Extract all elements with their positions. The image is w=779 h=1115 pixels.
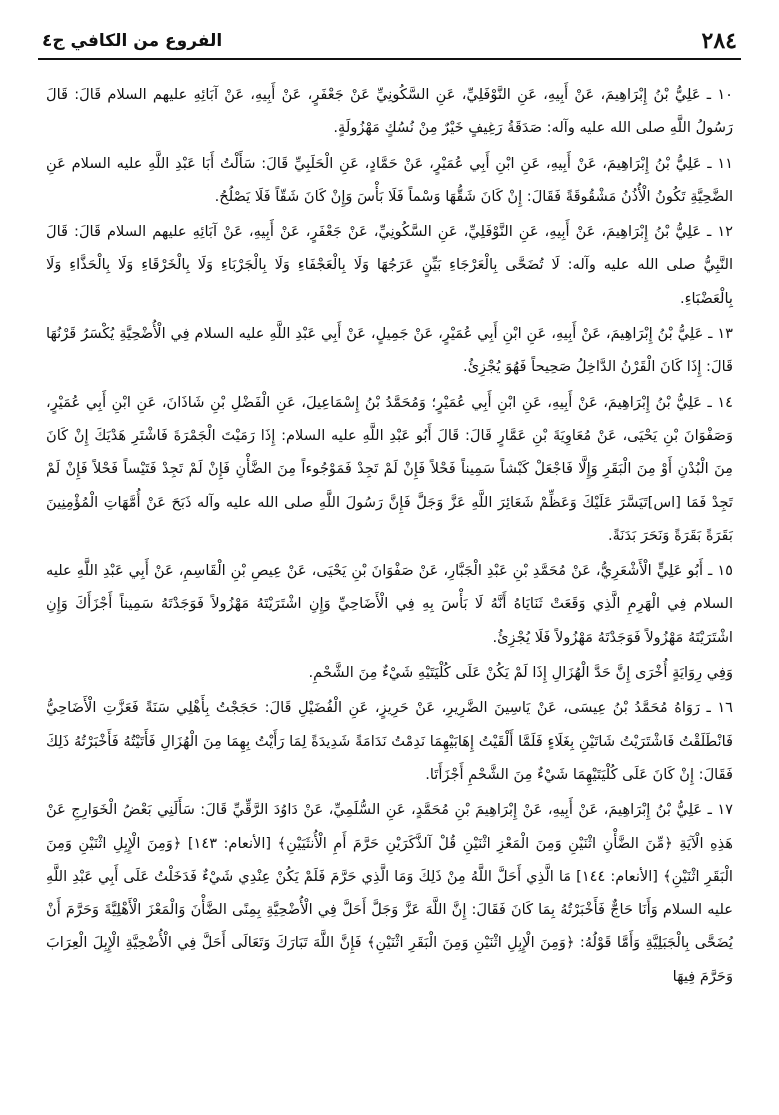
hadith-16: ١٦ ـ رَوَاهُ مُحَمَّدُ بْنُ عِيسَى، عَنْ يَاسِينَ الضَّرِيرِ، عَنْ حَرِيزٍ، عَنِ الْفُضَيْلِ قَالَ: حَجَجْتُ بِأَهْلِي سَنَةً فَعَزَّتِ الْأَضَاحِيُّ فَانْطَلَقْتُ فَاشْتَرَيْتُ شَاتَيْنِ بِغَلَاءٍ فَلَمَّا أَلْقَيْتُ إِهَابَيْهِمَا نَدِمْتُ نَدَامَةً شَدِيدَةً لِمَا رَأَيْتُ بِهِمَا مِنَ الْهُزَالِ فَأَتَيْتُهُ فَأَخْبَرْتُهُ ذَلِكَ فَقَالَ: إِنْ كَانَ عَلَى كُلْيَتَيْهِمَا شَيْءٌ مِنَ الشَّحْمِ أَجْزَأَتَا. — [46, 699, 733, 783]
hadith-12: ١٢ ـ عَلِيُّ بْنُ إِبْرَاهِيمَ، عَنْ أَبِيهِ، عَنِ النَّوْفَلِيِّ، عَنِ السَّكُونِيِّ، عَنْ جَعْفَرٍ، عَنْ أَبِيهِ، عَنْ آبَائِهِ عليهم السلام قَالَ: قَالَ النَّبِيُّ صلى الله عليه وآله: لَا تُضَحَّى بِالْعَرْجَاءِ بَيِّنٍ عَرَجُهَا وَلَا بِالْعَجْفَاءِ وَلَا بِالْجَرْبَاءِ وَلَا بِالْخَرْقَاءِ وَلَا بِالْحَذَّاءِ وَلَا بِالْعَضْبَاءِ. — [46, 223, 733, 307]
hadith-13: ١٣ ـ عَلِيُّ بْنُ إِبْرَاهِيمَ، عَنْ أَبِيهِ، عَنِ ابْنِ أَبِي عُمَيْرٍ، عَنْ جَمِيلٍ، عَنْ أَبِي عَبْدِ اللَّهِ عليه السلام فِي الْأُضْحِيَّةِ يُكْسَرُ قَرْنُهَا قَالَ: إِذَا كَانَ الْقَرْنُ الدَّاخِلُ صَحِيحاً فَهُوَ يُجْزِئُ. — [46, 325, 733, 376]
page-header — [38, 24, 741, 60]
book-title: الفروع من الكافي ج٤ — [42, 31, 223, 51]
hadith-10: ١٠ ـ عَلِيُّ بْنُ إِبْرَاهِيمَ، عَنْ أَبِيهِ، عَنِ النَّوْفَلِيِّ، عَنِ السَّكُونِيِّ عَنْ جَعْفَرٍ، عَنْ أَبِيهِ، عَنْ آبَائِهِ عليهم السلام قَالَ: قَالَ رَسُولُ اللَّهِ صلى الله عليه وآله: صَدَقَةُ رَغِيفٍ خَيْرٌ مِنْ نُسُكٍ مَهْزُولَةٍ. — [46, 86, 733, 137]
page-body — [46, 78, 733, 1103]
hadith-14: ١٤ ـ عَلِيُّ بْنُ إِبْرَاهِيمَ، عَنْ أَبِيهِ، عَنِ ابْنِ أَبِي عُمَيْرٍ؛ وَمُحَمَّدُ بْنُ إِسْمَاعِيلَ، عَنِ الْفَضْلِ بْنِ شَاذَانَ، عَنِ ابْنِ أَبِي عُمَيْرٍ، وَصَفْوَانَ بْنِ يَحْيَى، عَنْ مُعَاوِيَةَ بْنِ عَمَّارٍ قَالَ: قَالَ أَبُو عَبْدِ اللَّهِ عليه السلام: إِذَا رَمَيْتَ الْجَمْرَةَ فَاشْتَرِ هَدْيَكَ إِنْ كَانَ مِنَ الْبُدْنِ أَوْ مِنَ الْبَقَرِ وَإِلَّا فَاجْعَلْ كَبْشاً سَمِيناً فَحْلاً فَإِنْ لَمْ تَجِدْ فَمَوْجُوءاً مِنَ الضَّأْنِ فَإِنْ لَمْ تَجِدْ فَتَيْساً فَحْلاً فَإِنْ لَمْ تَجِدْ فَمَا [اس]تَيَسَّرَ عَلَيْكَ وَعَظِّمْ شَعَائِرَ اللَّهِ عَزَّ وَجَلَّ فَإِنَّ رَسُولَ اللَّهِ صلى الله عليه وآله ذَبَحَ عَنْ أُمَّهَاتِ الْمُؤْمِنِينَ بَقَرَةً بَقَرَةً وَنَحَرَ بَدَنَةً. — [46, 393, 733, 544]
hadith-15-variant-narration: وَفِي رِوَايَةٍ أُخْرَى إِنَّ حَدَّ الْهُزَالِ إِذَا لَمْ يَكُنْ عَلَى كُلْيَتَيْهِ شَيْءٌ مِنَ الشَّحْمِ. — [308, 664, 733, 682]
hadith-15: ١٥ ـ أَبُو عَلِيٍّ الْأَشْعَرِيُّ، عَنْ مُحَمَّدِ بْنِ عَبْدِ الْجَبَّارِ، عَنْ صَفْوَانَ بْنِ يَحْيَى، عَنْ عِيصِ بْنِ الْقَاسِمِ، عَنْ أَبِي عَبْدِ اللَّهِ عليه السلام فِي الْهَرِمِ الَّذِي وَقَعَتْ ثَنَايَاهُ أَنَّهُ لَا بَأْسَ بِهِ فِي الْأَضَاحِيِّ وَإِنِ اشْتَرَيْتَهُ مَهْزُولاً فَوَجَدْتَهُ سَمِيناً أَجْزَأَكَ وَإِنِ اشْتَرَيْتَهُ مَهْزُولاً فَوَجَدْتَهُ مَهْزُولاً فَلَا يُجْزِئُ. — [46, 562, 733, 646]
hadith-17: ١٧ ـ عَلِيُّ بْنُ إِبْرَاهِيمَ، عَنْ أَبِيهِ، عَنْ إِبْرَاهِيمَ بْنِ مُحَمَّدٍ، عَنِ السُّلَمِيِّ، عَنْ دَاوُدَ الرَّقِّيِّ قَالَ: سَأَلَنِي بَعْضُ الْخَوَارِجِ عَنْ هَذِهِ الْآيَةِ ﴿مِّنَ الضَّأْنِ اثْنَيْنِ وَمِنَ الْمَعْزِ اثْنَيْنِ قُلْ آلذَّكَرَيْنِ حَرَّمَ أَمِ الْأُنثَيَيْنِ﴾ [الأنعام: ١٤٣] ﴿وَمِنَ الْإِبِلِ اثْنَيْنِ وَمِنَ الْبَقَرِ اثْنَيْنِ﴾ [الأنعام: ١٤٤] مَا الَّذِي أَحَلَّ اللَّهُ مِنْ ذَلِكَ وَمَا الَّذِي حَرَّمَ فَلَمْ يَكُنْ عِنْدِي شَيْءٌ فَدَخَلْتُ عَلَى أَبِي عَبْدِ اللَّهِ عليه السلام وَأَنَا حَاجٌّ فَأَخْبَرْتُهُ بِمَا كَانَ فَقَالَ: إِنَّ اللَّهَ عَزَّ وَجَلَّ أَحَلَّ فِي الْأُضْحِيَّةِ بِمِنًى الضَّأْنَ وَالْمَعْزَ الْأَهْلِيَّةَ وَحَرَّمَ أَنْ يُضَحَّى بِالْجَبَلِيَّةِ وَأَمَّا قَوْلُهُ: ﴿وَمِنَ الْإِبِلِ اثْنَيْنِ وَمِنَ الْبَقَرِ اثْنَيْنِ﴾ فَإِنَّ اللَّهَ تَبَارَكَ وَتَعَالَى أَحَلَّ فِي الْأُضْحِيَّةِ الْإِبِلَ الْعِرَابَ وَحَرَّمَ فِيهَا — [46, 801, 733, 985]
hadith-11: ١١ ـ عَلِيُّ بْنُ إِبْرَاهِيمَ، عَنْ أَبِيهِ، عَنِ ابْنِ أَبِي عُمَيْرٍ، عَنْ حَمَّادٍ، عَنِ الْحَلَبِيِّ قَالَ: سَأَلْتُ أَبَا عَبْدِ اللَّهِ عليه السلام عَنِ الضَّحِيَّةِ تَكُونُ الْأُذُنُ مَشْقُوقَةً فَقَالَ: إِنْ كَانَ شَقُّهَا وَسْماً فَلَا بَأْسَ وَإِنْ كَانَ شَقّاً فَلَا يَصْلُحُ. — [46, 154, 733, 205]
page-number: ٢٨٤ — [701, 28, 737, 54]
